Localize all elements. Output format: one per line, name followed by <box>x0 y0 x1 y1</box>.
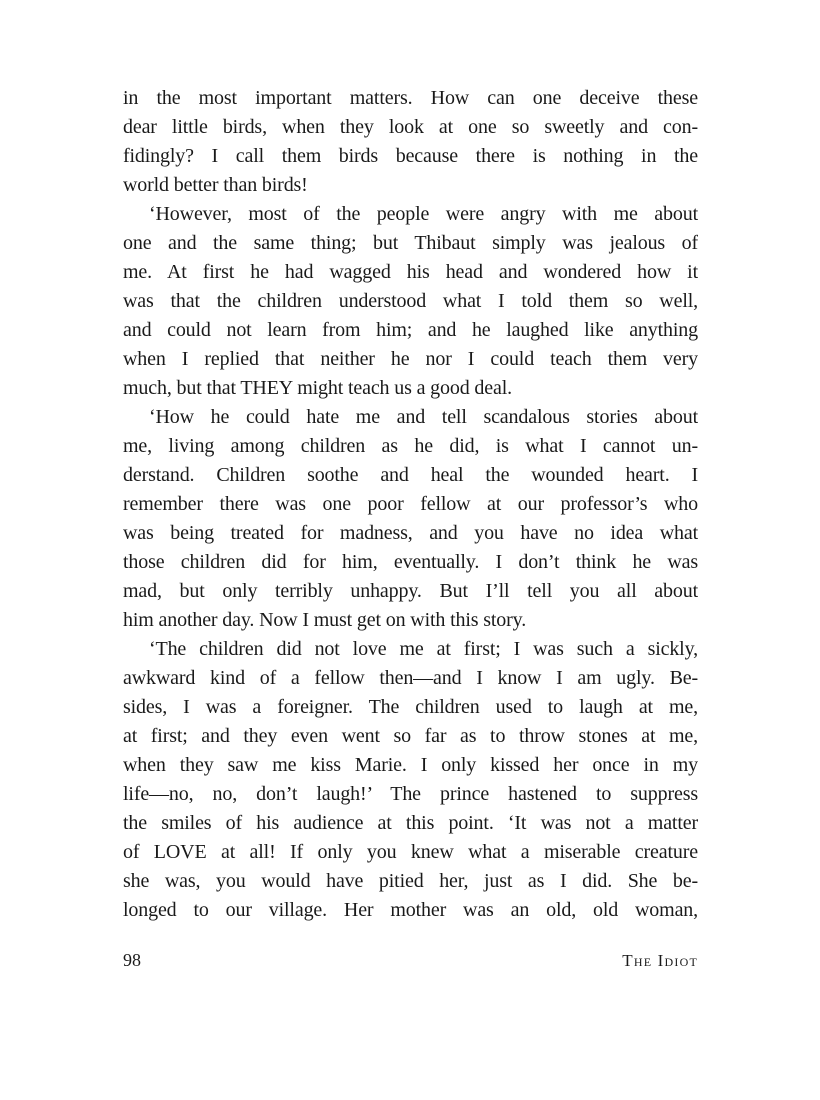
text-line: longed to our village. Her mother was an old, old woman, <box>123 899 698 921</box>
page-number: 98 <box>123 950 141 970</box>
text-line: fidingly? I call them birds because there is nothing in the <box>123 145 698 167</box>
text-line: ‘The children did not love me at first; I was such a sickly, <box>149 638 698 660</box>
text-line: at first; and they even went so far as to throw stones at me, <box>123 725 698 747</box>
text-line: one and the same thing; but Thibaut simply was jealous of <box>123 232 698 254</box>
text-line: sides, I was a foreigner. The children used to laugh at me, <box>123 696 698 718</box>
text-line: awkward kind of a fellow then—and I know I am ugly. Be- <box>123 667 698 689</box>
page-text-block <box>123 84 698 925</box>
page-footer <box>123 950 698 971</box>
text-line: remember there was one poor fellow at our professor’s who <box>123 493 698 515</box>
text-line: him another day. Now I must get on with this story. <box>123 609 527 631</box>
paragraph <box>123 200 698 403</box>
text-line: world better than birds! <box>123 174 308 196</box>
text-line: was being treated for madness, and you have no idea what <box>123 522 698 544</box>
text-line: life—no, no, don’t laugh!’ The prince hastened to suppress <box>123 783 698 805</box>
text-line: in the most important matters. How can one deceive these <box>123 87 698 109</box>
paragraph <box>123 403 698 635</box>
text-line: ‘How he could hate me and tell scandalous stories about <box>149 406 698 428</box>
text-line: was that the children understood what I told them so well, <box>123 290 698 312</box>
text-line: ‘However, most of the people were angry with me about <box>149 203 698 225</box>
text-line: mad, but only terribly unhappy. But I’ll tell you all about <box>123 580 698 602</box>
paragraph <box>123 84 698 200</box>
text-line: those children did for him, eventually. I don’t think he was <box>123 551 698 573</box>
text-line: and could not learn from him; and he laughed like anything <box>123 319 698 341</box>
text-line: she was, you would have pitied her, just as I did. She be- <box>123 870 698 892</box>
text-line: derstand. Children soothe and heal the wounded heart. I <box>123 464 698 486</box>
text-line: dear little birds, when they look at one so sweetly and con- <box>123 116 698 138</box>
text-line: the smiles of his audience at this point. ‘It was not a matter <box>123 812 698 834</box>
text-line: me. At first he had wagged his head and wondered how it <box>123 261 698 283</box>
text-line: of LOVE at all! If only you knew what a miserable creature <box>123 841 698 863</box>
text-line: much, but that THEY might teach us a good deal. <box>123 377 512 399</box>
running-title: The Idiot <box>622 951 698 970</box>
text-line: when I replied that neither he nor I could teach them very <box>123 348 698 370</box>
text-line: me, living among children as he did, is what I cannot un- <box>123 435 698 457</box>
text-line: when they saw me kiss Marie. I only kissed her once in my <box>123 754 698 776</box>
paragraph <box>123 635 698 925</box>
